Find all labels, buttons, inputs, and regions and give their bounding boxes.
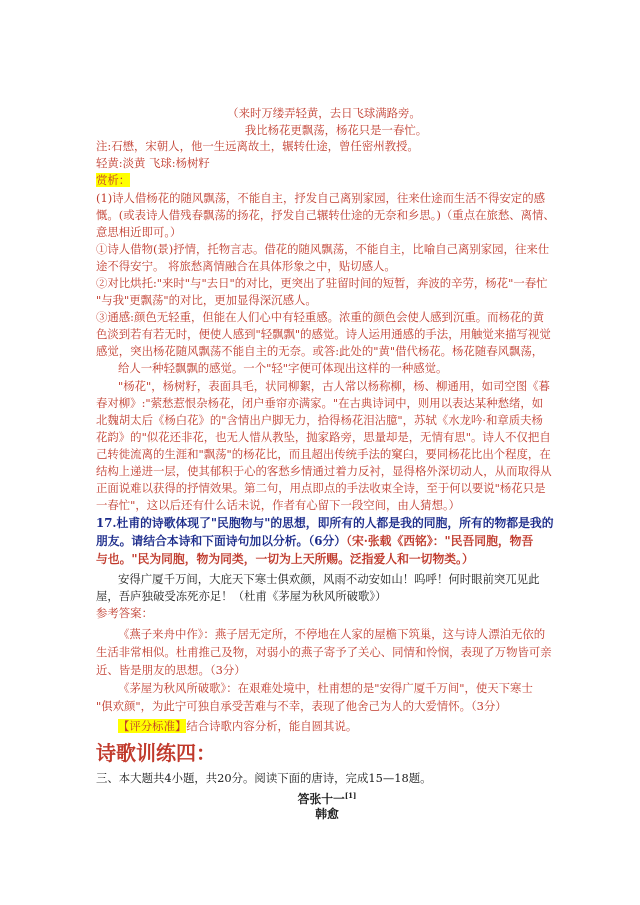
analysis-line: ①诗人借物(景)抒情，托物言志。借花的随风飘荡，不能自主，比喻自己离别家园，往来仕 — [96, 242, 550, 256]
verse-line-2: 屋，吾庐独破受冻死亦足！（杜甫《茅屋为秋风所破歌》） — [96, 589, 387, 603]
analysis-line: 北魏胡太后《杨白花》的"含情出户脚无力，拾得杨花泪沾臆"，苏轼《水龙吟·和章质夫杨 — [96, 413, 543, 427]
section-title: 诗歌训练四： — [96, 741, 216, 765]
analysis-line: 己转徙流离的生涯和"飘荡"的杨花比，而且超出传统手法的窠臼，要同杨花比出个程度，在 — [96, 447, 551, 461]
analysis-line: 一春忙"，这以后还有什么话未说，作者有心留下一段空间，由人猜想。） — [96, 498, 461, 512]
analysis-line: 正面说难以获得的抒情效果。第二句，用点即点的手法收束全诗，至于何以要说"杨花只是 — [96, 481, 546, 495]
analysis-line: 花韵》的"似花还非花，也无人惜从教坠，抛家路旁，思量却是，无情有思"。诗人不仅把自 — [96, 430, 551, 444]
analysis-line: 结构上递进一层，使其郁积于心的客愁乡情通过着力反衬，显得格外深切动人，从而取得从 — [96, 464, 552, 478]
question-17-quote: 与也。"民为同胞，物为同类，一切为上天所赐。泛指爱人和一切物类。） — [96, 552, 474, 566]
question-17-lead: 17.杜甫的诗歌体现了"民胞物与"的思想，即所有的人都是我的同胞，所有的物都是我的 — [96, 516, 554, 530]
verse-line-1: 安得广厦千万间，大庇天下寒士俱欢颜，风雨不动安如山！呜呼！何时眼前突兀见此 — [118, 572, 540, 586]
analysis-line: 意思相近即可。） — [96, 225, 182, 239]
analysis-line: ②对比烘托:"来时"与"去日"的对比，更突出了驻留时间的短暂，奔波的辛劳，杨花"一春忙 — [96, 276, 548, 290]
analysis-line: 途不得安宁。 将旅愁离情融合在具体形象之中，贴切感人。 — [96, 259, 396, 273]
analysis-heading: 赏析： — [96, 173, 131, 187]
poem-line-2: 我比杨花更飘荡，杨花只是一春忙。 — [244, 123, 428, 137]
footnote-marker: [1] — [344, 791, 357, 800]
poem-2-title: 答张十一[1] — [297, 791, 357, 806]
analysis-line: 慨。(或表诗人借残春飘荡的扬花，抒发自己辗转仕途的无奈和乡思。)（重点在旅愁、离情、 — [96, 208, 555, 222]
reference-answer-heading: 参考答案： — [96, 606, 153, 620]
analysis-line: 给人一种轻飘飘的感觉。一个"轻"字便可体现出这样的一种感觉。 — [118, 361, 448, 375]
reference-line: 近、皆是朋友的思想。（3分） — [96, 663, 246, 677]
poem-2-author: 韩愈 — [315, 807, 339, 821]
reference-line: 生活非常相似。杜甫推己及物，对弱小的燕子寄予了关心、同情和怜悯，表现了万物皆可亲 — [96, 645, 552, 659]
analysis-line: 春对柳》:"萦愁惹恨杂杨花，闭户垂帘亦满家。"在古典诗词中，则用以表达某种愁绪，如 — [96, 396, 544, 410]
reference-line: "俱欢颜"，为此宁可独自承受苦难与不幸，表现了他舍己为人的大爱情怀。（3分） — [96, 699, 507, 713]
analysis-line: 感觉，突出杨花随风飘荡不能自主的无奈。或答:此处的"黄"借代杨花。杨花随春风飘荡， — [96, 344, 544, 358]
poem-line-1: （来时万缕弄轻黄，去日飞球满路旁。 — [227, 106, 421, 120]
analysis-line: ③通感:颜色无轻重，但能在人们心中有轻重感。浓重的颜色会使人感到沉重。而杨花的黄 — [96, 310, 545, 324]
reference-line: 《茅屋为秋风所破歌》：在艰难处境中，杜甫想的是"安得广厦千万间"，使天下寒士 — [118, 681, 533, 695]
section-instruction: 三、本大题共4小题，共20分。阅读下面的唐诗，完成15—18题。 — [96, 771, 432, 785]
question-17-cont: 朋友。请结合本诗和下面诗句加以分析。（6分）（宋·张载《西铭》："民吾同胞，物吾 — [96, 534, 534, 548]
analysis-line: "杨花"，杨树籽，表面具毛，状同柳絮，古人常以杨称柳，杨、柳通用，如司空图《暮 — [118, 379, 550, 393]
reference-line: 《燕子来舟中作》：燕子居无定所，不停地在人家的屋檐下筑巢，这与诗人漂泊无依的 — [118, 627, 546, 641]
analysis-line: 色淡到若有若无时，便使人感到"轻飘飘"的感觉。诗人运用通感的手法，用触觉来描写视觉 — [96, 327, 551, 341]
poem-note: 注:石懋，宋朝人，他一生远离故土，辗转仕途，曾任密州教授。 — [96, 139, 419, 153]
scoring-criteria: 【评分标准】结合诗歌内容分析，能自圆其说。 — [118, 719, 358, 733]
poem-gloss: 轻黄:淡黄 飞球:杨树籽 — [96, 156, 210, 170]
analysis-line: "与我"更飘荡"的对比，更加显得深沉感人。 — [96, 293, 317, 307]
analysis-line: (1)诗人借杨花的随风飘荡，不能自主，抒发自己离别家园，往来仕途而生活不得安定的感 — [96, 191, 545, 205]
